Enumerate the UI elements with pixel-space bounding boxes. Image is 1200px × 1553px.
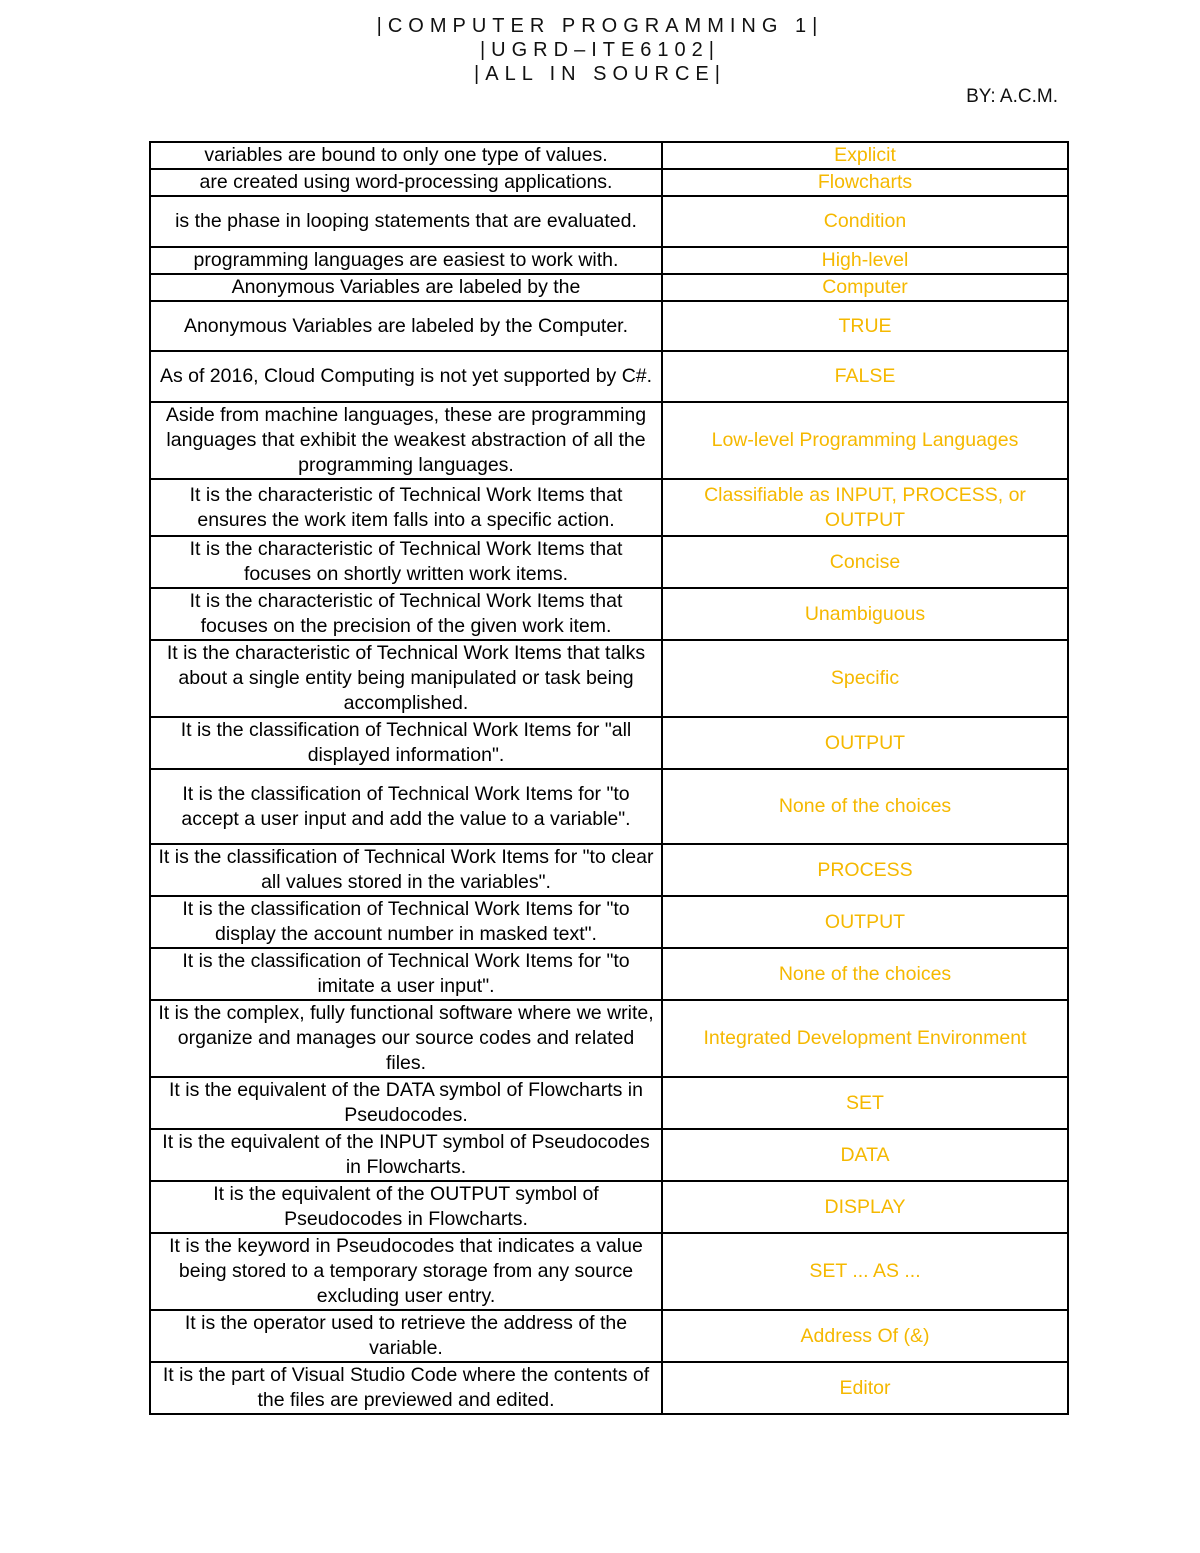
question-cell: It is the part of Visual Studio Code where the contents of the files are previewed and edited.	[150, 1362, 662, 1414]
author-byline: BY: A.C.M.	[966, 86, 1058, 107]
answer-cell: OUTPUT	[662, 896, 1068, 948]
course-code: |UGRD–ITE6102|	[479, 39, 720, 61]
table-row	[150, 169, 1068, 196]
answer-cell: Explicit	[662, 142, 1068, 169]
answer-cell: None of the choices	[662, 948, 1068, 1000]
answer-cell: Low-level Programming Languages	[662, 402, 1068, 479]
question-cell: It is the characteristic of Technical Work Items that talks about a single entity being manipulated or task being accomplished.	[150, 640, 662, 717]
answer-cell: Classifiable as INPUT, PROCESS, or OUTPUT	[662, 479, 1068, 536]
table-row	[150, 1362, 1068, 1414]
answer-cell: Integrated Development Environment	[662, 1000, 1068, 1077]
table-row	[150, 769, 1068, 844]
question-cell: It is the equivalent of the OUTPUT symbol of Pseudocodes in Flowcharts.	[150, 1181, 662, 1233]
question-cell: It is the equivalent of the DATA symbol of Flowcharts in Pseudocodes.	[150, 1077, 662, 1129]
question-cell: Aside from machine languages, these are programming languages that exhibit the weakest abstraction of all the programming languages.	[150, 402, 662, 479]
question-cell: It is the equivalent of the INPUT symbol of Pseudocodes in Flowcharts.	[150, 1129, 662, 1181]
table-row	[150, 351, 1068, 402]
table-row	[150, 402, 1068, 479]
table-row	[150, 274, 1068, 301]
question-cell: It is the complex, fully functional software where we write, organize and manages our source codes and related files.	[150, 1000, 662, 1077]
question-cell: It is the characteristic of Technical Work Items that focuses on the precision of the given work item.	[150, 588, 662, 640]
table-row	[150, 948, 1068, 1000]
answer-cell: DATA	[662, 1129, 1068, 1181]
table-row	[150, 301, 1068, 351]
answer-cell: High-level	[662, 247, 1068, 274]
answer-cell: Flowcharts	[662, 169, 1068, 196]
answer-cell: Unambiguous	[662, 588, 1068, 640]
answer-cell: Computer	[662, 274, 1068, 301]
question-cell: are created using word-processing applications.	[150, 169, 662, 196]
question-cell: It is the keyword in Pseudocodes that indicates a value being stored to a temporary storage from any source excluding user entry.	[150, 1233, 662, 1310]
question-answer-table	[149, 141, 1069, 1415]
table-row	[150, 1129, 1068, 1181]
table-row	[150, 142, 1068, 169]
question-cell: It is the classification of Technical Work Items for "to display the account number in masked text".	[150, 896, 662, 948]
table-row	[150, 247, 1068, 274]
table-row	[150, 1233, 1068, 1310]
table-row	[150, 536, 1068, 588]
question-cell: It is the characteristic of Technical Work Items that ensures the work item falls into a specific action.	[150, 479, 662, 536]
answer-cell: FALSE	[662, 351, 1068, 402]
answer-cell: TRUE	[662, 301, 1068, 351]
answer-cell: OUTPUT	[662, 717, 1068, 769]
answer-cell: PROCESS	[662, 844, 1068, 896]
table-row	[150, 1077, 1068, 1129]
course-title: |COMPUTER PROGRAMMING 1|	[376, 15, 824, 37]
answer-cell: SET	[662, 1077, 1068, 1129]
question-cell: It is the classification of Technical Work Items for "all displayed information".	[150, 717, 662, 769]
source-label: |ALL IN SOURCE|	[474, 63, 726, 85]
table-row	[150, 640, 1068, 717]
question-cell: Anonymous Variables are labeled by the Computer.	[150, 301, 662, 351]
table-row	[150, 896, 1068, 948]
question-cell: It is the classification of Technical Work Items for "to imitate a user input".	[150, 948, 662, 1000]
answer-cell: Condition	[662, 196, 1068, 247]
table-row	[150, 479, 1068, 536]
answer-cell: SET ... AS ...	[662, 1233, 1068, 1310]
answer-cell: None of the choices	[662, 769, 1068, 844]
table-row	[150, 1181, 1068, 1233]
question-cell: is the phase in looping statements that are evaluated.	[150, 196, 662, 247]
question-cell: It is the characteristic of Technical Work Items that focuses on shortly written work items.	[150, 536, 662, 588]
answer-cell: Address Of (&)	[662, 1310, 1068, 1362]
question-cell: variables are bound to only one type of values.	[150, 142, 662, 169]
question-cell: It is the operator used to retrieve the address of the variable.	[150, 1310, 662, 1362]
table-row	[150, 844, 1068, 896]
answer-cell: DISPLAY	[662, 1181, 1068, 1233]
question-cell: programming languages are easiest to work with.	[150, 247, 662, 274]
table-row	[150, 588, 1068, 640]
table-row	[150, 717, 1068, 769]
answer-cell: Editor	[662, 1362, 1068, 1414]
table-row	[150, 1000, 1068, 1077]
table-row	[150, 1310, 1068, 1362]
question-cell: Anonymous Variables are labeled by the	[150, 274, 662, 301]
question-cell: It is the classification of Technical Work Items for "to accept a user input and add the value to a variable".	[150, 769, 662, 844]
question-cell: It is the classification of Technical Work Items for "to clear all values stored in the variables".	[150, 844, 662, 896]
document-header	[0, 14, 1200, 86]
table-row	[150, 196, 1068, 247]
answer-cell: Specific	[662, 640, 1068, 717]
answer-cell: Concise	[662, 536, 1068, 588]
question-cell: As of 2016, Cloud Computing is not yet supported by C#.	[150, 351, 662, 402]
